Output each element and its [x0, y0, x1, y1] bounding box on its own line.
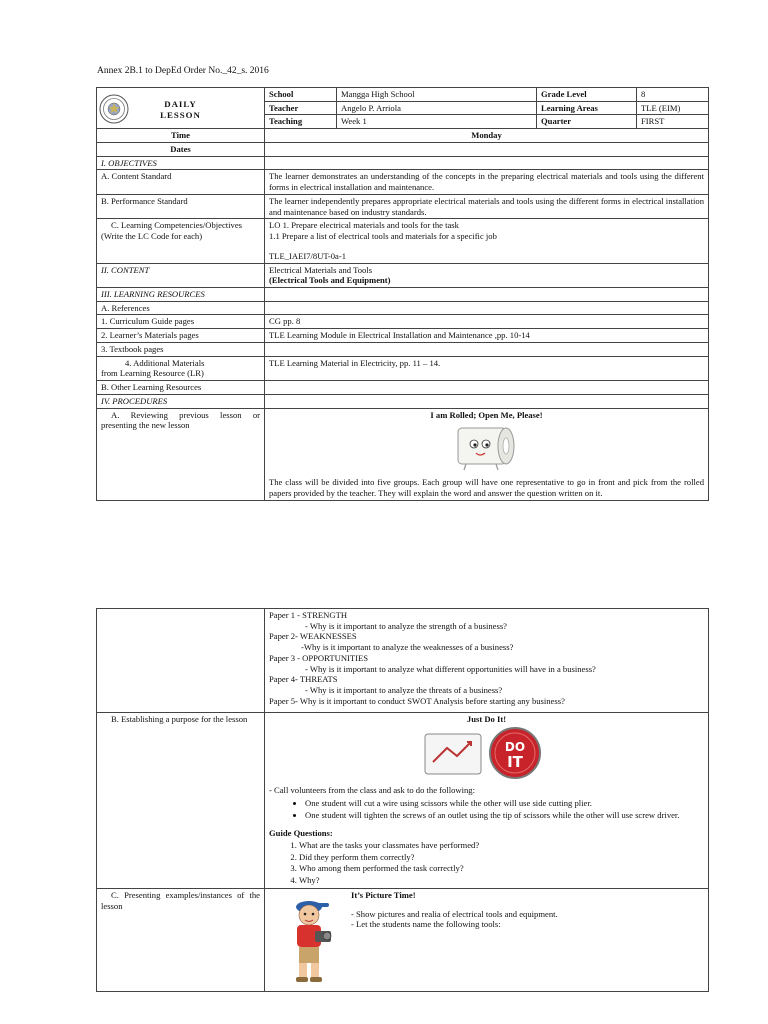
- additional-materials-line-1: 4. Additional Materials: [125, 357, 205, 368]
- content-standard-label: A. Content Standard: [97, 170, 265, 194]
- textbook-label: 3. Textbook pages: [97, 342, 265, 356]
- objectives-heading: I. OBJECTIVES: [97, 156, 265, 170]
- annex-reference: Annex 2B.1 to DepEd Order No._42_s. 2016: [97, 66, 269, 76]
- procedure-a-content: [265, 408, 709, 500]
- time-label: Time: [97, 129, 265, 143]
- guide-question: 4. Why?: [299, 875, 704, 886]
- content-standard-text: The learner demonstrates an understanding of the concepts in the preparing electrical materials and tools using the different forms in electrical installation and maintenance.: [265, 170, 709, 194]
- paper-2-question: -Why is it important to analyze the weaknesses of a business?: [301, 642, 514, 653]
- learners-materials-label: 2. Learner’s Materials pages: [97, 329, 265, 343]
- procedures-heading: IV. PROCEDURES: [97, 394, 265, 408]
- volunteer-instruction: - Call volunteers from the class and ask to do the following:: [269, 785, 475, 796]
- content-line-2: (Electrical Tools and Equipment): [269, 275, 391, 286]
- additional-materials-label: [97, 356, 265, 380]
- task-item: • One student will tighten the screws of an outlet using the tip of scissors while the other will use screw driver.: [305, 810, 704, 821]
- content-text: [265, 263, 709, 287]
- teaching-value: Week 1: [337, 115, 537, 129]
- activity-title-picture-time: It’s Picture Time!: [351, 889, 416, 900]
- activity-instructions: The class will be divided into five groups. Each group will have one representative to go in front and pick from the rolled papers provided by the teacher. They will explain the word and answer the question written on it.: [269, 477, 704, 498]
- performance-standard-text: The learner independently prepares appropriate electrical materials and tools using the different forms in electrical installation and maintenance based on industry standards.: [265, 194, 709, 218]
- procedure-a-label: A. Reviewing previous lesson or presenting the new lesson: [97, 408, 265, 500]
- daily-lesson-log-table: [96, 87, 709, 501]
- quarter-label: Quarter: [537, 115, 637, 129]
- teacher-value: Angelo P. Arriola: [337, 101, 537, 115]
- curriculum-guide-label: 1. Curriculum Guide pages: [97, 315, 265, 329]
- guide-questions-list: [269, 840, 704, 886]
- paper-3-question: - Why is it important to analyze what different opportunities will have in a business?: [305, 663, 596, 674]
- paper-5-head: Paper 5- Why is it important to conduct SWOT Analysis before starting any business?: [269, 695, 565, 706]
- task-list: [269, 798, 704, 820]
- title-daily: DAILY: [164, 99, 197, 109]
- guide-question: 2. Did they perform them correctly?: [299, 852, 704, 863]
- boy-with-camera-icon: [283, 891, 341, 987]
- rolled-paper-image: [269, 420, 704, 477]
- quarter-value: FIRST: [637, 115, 709, 129]
- papers-label-blank: [97, 609, 265, 713]
- references-blank: [265, 301, 709, 315]
- curriculum-guide-value: CG pp. 8: [265, 315, 709, 329]
- learning-outcome: LO 1. Prepare electrical materials and tools for the task: [269, 220, 459, 231]
- textbook-value: [265, 342, 709, 356]
- do-it-badge-icon: [423, 726, 551, 780]
- competencies-label: C. Learning Competencies/Objectives (Write the LC Code for each): [97, 219, 265, 263]
- grade-label: Grade Level: [537, 88, 637, 102]
- picture-instruction-1: - Show pictures and realia of electrical tools and equipment.: [351, 908, 558, 919]
- content-line-1: Electrical Materials and Tools: [269, 264, 373, 275]
- paper-1-head: Paper 1 - STRENGTH: [269, 610, 348, 620]
- procedures-heading-blank: [265, 394, 709, 408]
- competency-item: 1.1 Prepare a list of electrical tools and materials for a specific job: [269, 231, 497, 242]
- competencies-text: [265, 219, 709, 263]
- teacher-label: Teacher: [265, 101, 337, 115]
- deped-seal-icon: [99, 94, 129, 124]
- paper-3-head: Paper 3 - OPPORTUNITIES: [269, 652, 369, 663]
- area-label: Learning Areas: [537, 101, 637, 115]
- picture-instruction-2: - Let the students name the following tools:: [351, 919, 501, 930]
- doit-text-it: IT: [506, 753, 523, 772]
- other-resources-label: B. Other Learning Resources: [97, 381, 265, 395]
- paper-4-question: - Why is it important to analyze the threats of a business?: [305, 685, 503, 696]
- paper-2-head: Paper 2- WEAKNESSES: [269, 631, 357, 642]
- procedure-c-content: [265, 888, 709, 991]
- content-heading: II. CONTENT: [97, 263, 265, 287]
- paper-4-head: Paper 4- THREATS: [269, 674, 338, 685]
- day-label: Monday: [265, 129, 709, 143]
- other-resources-value: [265, 381, 709, 395]
- school-value: Mangga High School: [337, 88, 537, 102]
- just-do-it-image: [269, 724, 704, 785]
- procedure-c-label: C. Presenting examples/instances of the lesson: [97, 888, 265, 991]
- guide-question: 3. Who among them performed the task correctly?: [299, 863, 704, 874]
- task-item: • One student will cut a wire using scissors while the other will use side cutting plier.: [305, 798, 704, 809]
- teaching-label: Teaching: [265, 115, 337, 129]
- resources-heading-blank: [265, 288, 709, 302]
- activity-title-rolled: I am Rolled; Open Me, Please!: [430, 409, 543, 420]
- objectives-heading-blank: [265, 156, 709, 170]
- procedure-b-label: B. Establishing a purpose for the lesson: [97, 712, 265, 888]
- paper-1-question: - Why is it important to analyze the strength of a business?: [305, 620, 507, 631]
- area-value: TLE (EIM): [637, 101, 709, 115]
- school-label: School: [265, 88, 337, 102]
- rolled-paper-cartoon-icon: [452, 422, 522, 472]
- lc-code: TLE_IAEI7/8UT-0a-1: [269, 250, 347, 261]
- dates-value: [265, 142, 709, 156]
- daily-lesson-log-table-continued: [96, 608, 709, 992]
- procedure-b-content: [265, 712, 709, 888]
- references-label: A. References: [97, 301, 265, 315]
- learners-materials-value: TLE Learning Module in Electrical Installation and Maintenance ,pp. 10-14: [265, 329, 709, 343]
- additional-materials-value: TLE Learning Material in Electricity, pp. 11 – 14.: [265, 356, 709, 380]
- activity-title-just-do-it: Just Do It!: [466, 713, 507, 724]
- resources-heading: III. LEARNING RESOURCES: [97, 288, 265, 302]
- doit-text-do: DO: [504, 740, 525, 755]
- dates-label: Dates: [97, 142, 265, 156]
- grade-value: 8: [637, 88, 709, 102]
- title-lesson: LESSON: [160, 109, 201, 120]
- guide-questions-label: Guide Questions:: [269, 828, 333, 839]
- additional-materials-line-2: from Learning Resource (LR): [101, 368, 204, 379]
- guide-question: 1. What are the tasks your classmates have performed?: [299, 840, 704, 851]
- performance-standard-label: B. Performance Standard: [97, 194, 265, 218]
- papers-list: [265, 609, 709, 713]
- header-title-cell: [97, 88, 265, 129]
